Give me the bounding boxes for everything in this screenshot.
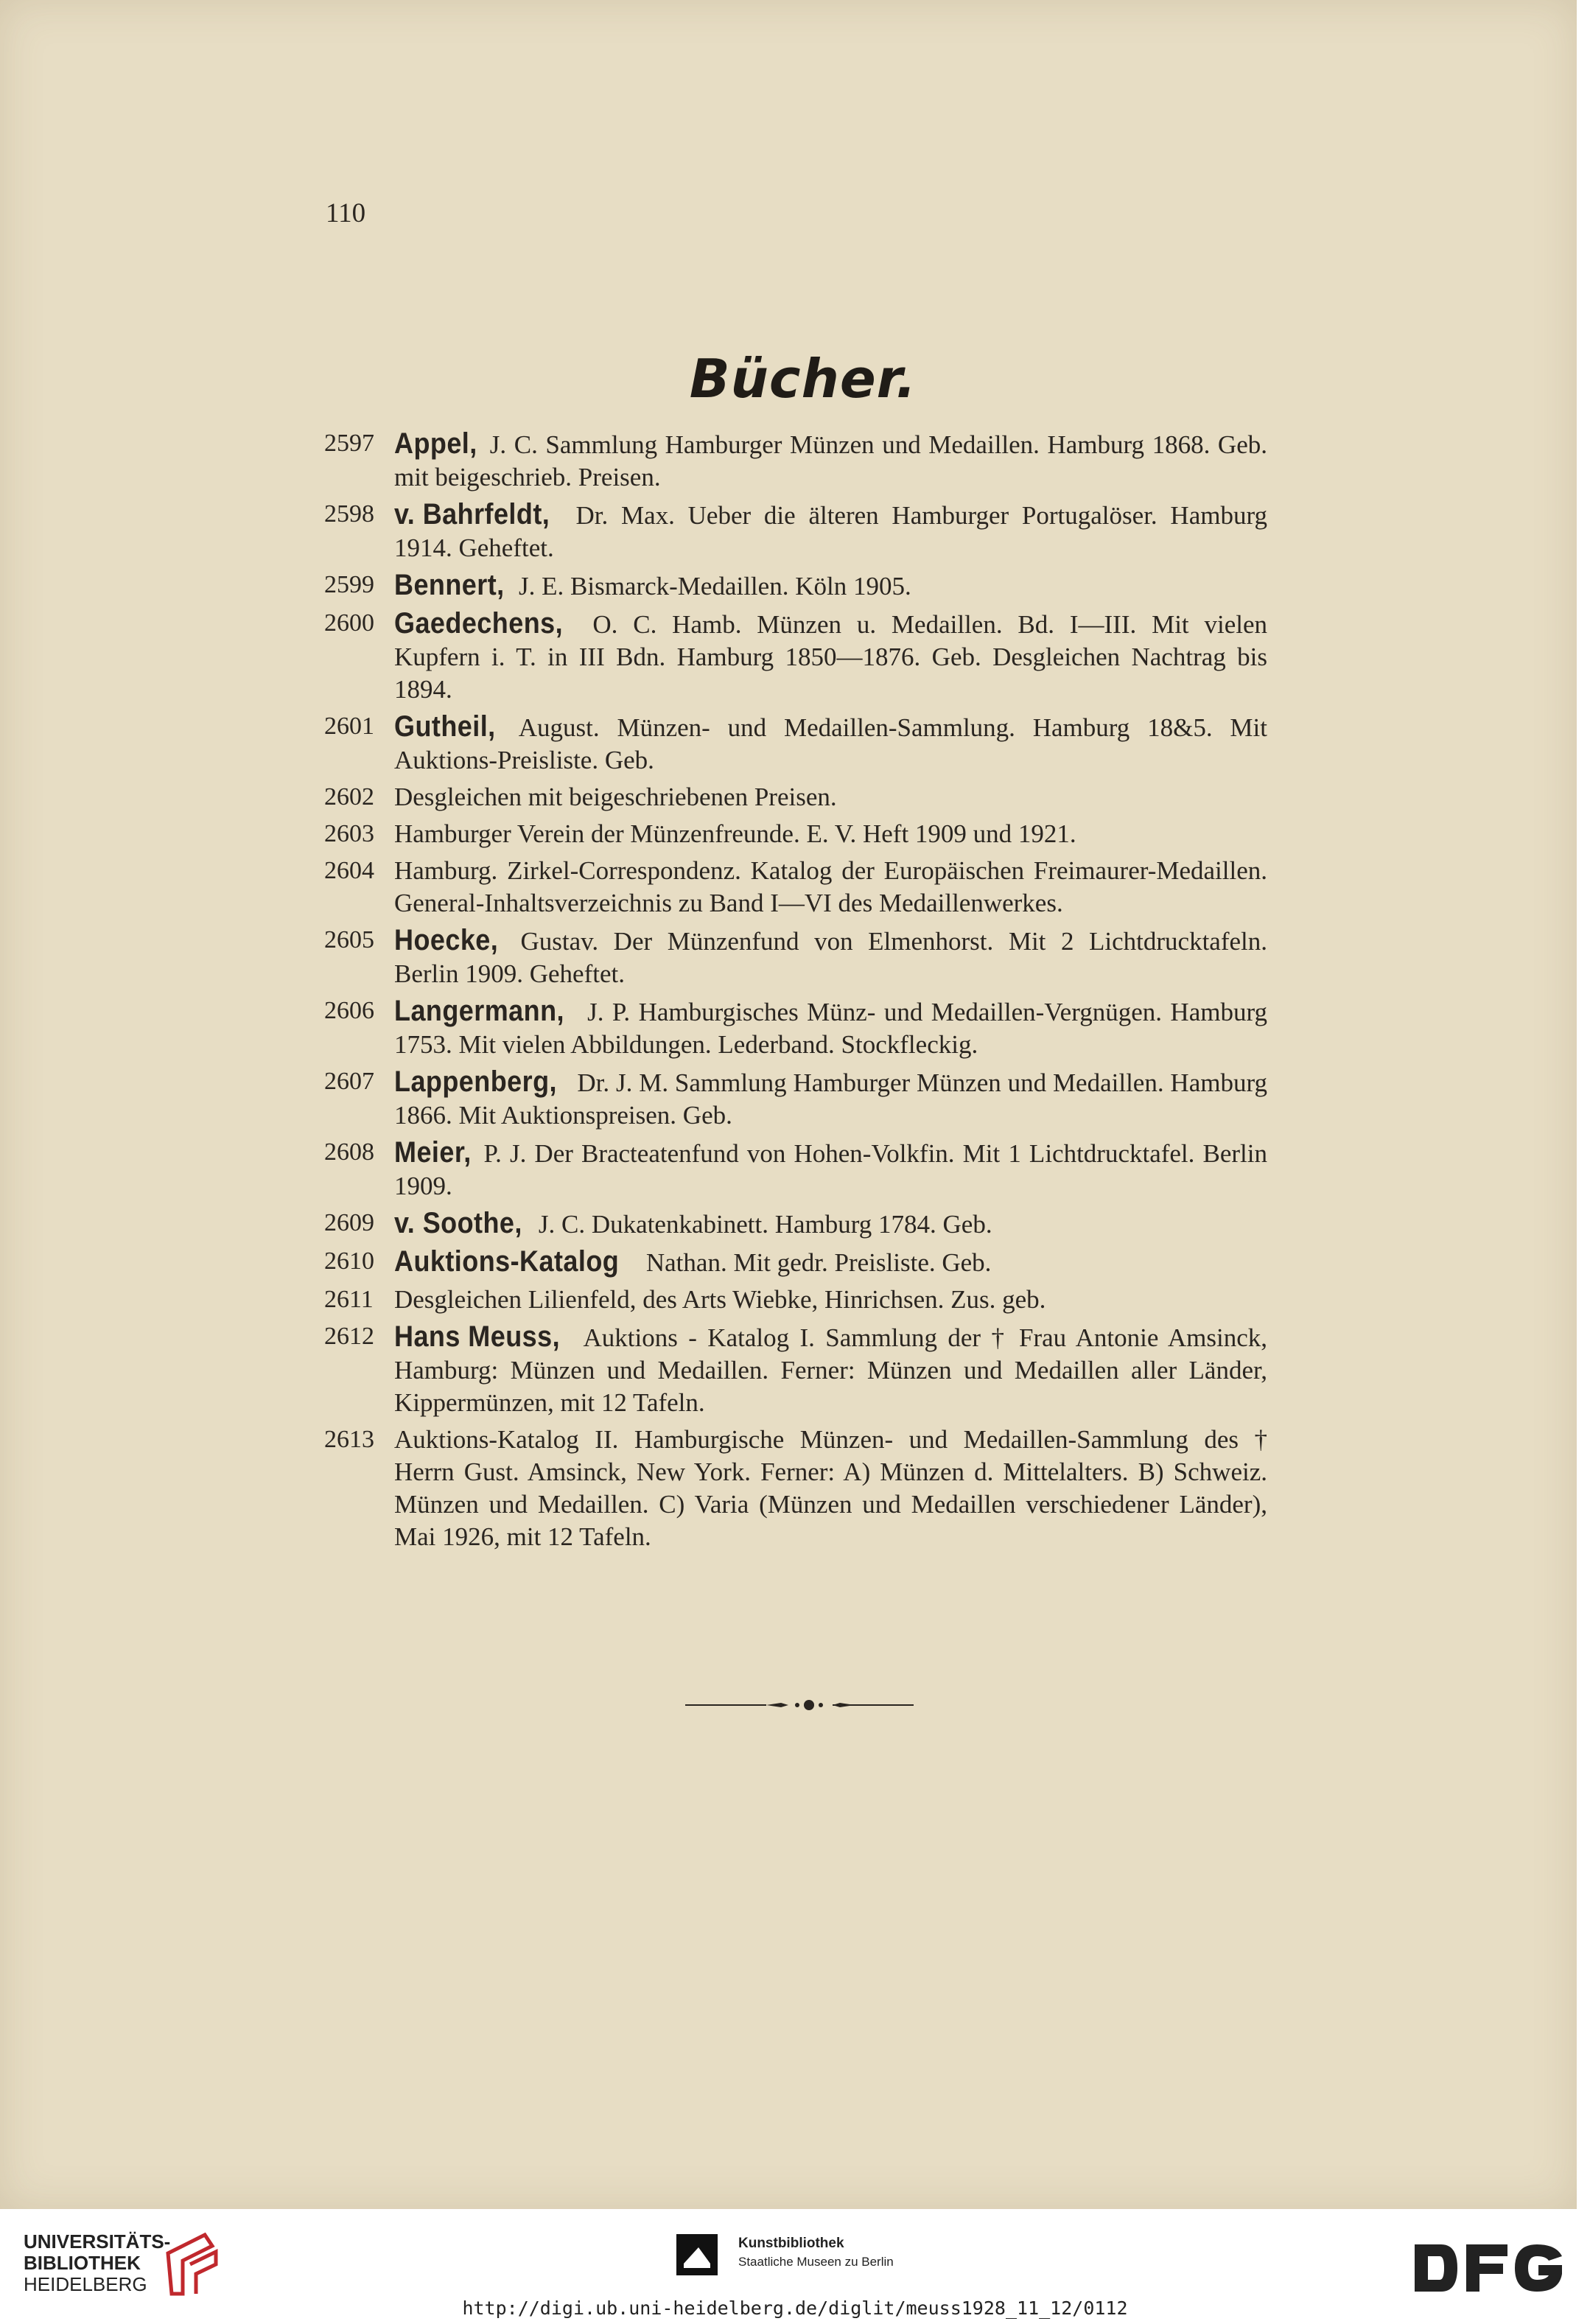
entry-description: Hamburger Verein der Münzenfreunde. E. V. Heft 1909 und 1921. (394, 819, 1076, 848)
ornament-divider (685, 1698, 914, 1712)
entry-description: August. Münzen- und Medaillen-Sammlung. Hamburg 18&5. Mit Auktions-Preisliste. Geb. (394, 713, 1267, 774)
entry-description: J. E. Bismarck-Medaillen. Köln 1905. (512, 572, 911, 601)
entry-author: Meier, (394, 1136, 472, 1169)
entry-author: Langermann, (394, 995, 564, 1027)
catalog-entry (324, 569, 1267, 603)
catalog-entry (324, 1424, 1267, 1553)
entry-author: Bennert, (394, 569, 505, 601)
kb-subtitle: Staatliche Museen zu Berlin (738, 2255, 894, 2269)
entry-author: Hans Meuss, (394, 1320, 561, 1353)
catalog-entry (324, 427, 1267, 494)
catalog-entry (324, 1207, 1267, 1241)
entry-description: Dr. J. M. Sammlung Hamburger Münzen und Medaillen. Hamburg 1866. Mit Auktionspreisen. Geb. (394, 1068, 1267, 1130)
entry-number: 2605 (324, 926, 374, 953)
university-library-logo: UNIVERSITÄTS- BIBLIOTHEK HEIDELBERG (24, 2230, 171, 2295)
entry-description: O. C. Hamb. Münzen u. Medaillen. Bd. I—III. Mit vielen Kupfern i. T. in III Bdn. Hamburg 1850—1876. Geb. Desgleichen Nachtrag bis 1894. (394, 610, 1267, 704)
entry-author: Auktions-Katalog (394, 1245, 620, 1278)
entry-description: Gustav. Der Münzenfund von Elmenhorst. Mit 2 Lichtdrucktafeln. Berlin 1909. Geheftet. (394, 927, 1267, 988)
page-number: 110 (326, 198, 366, 228)
entry-number: 2608 (324, 1138, 374, 1166)
entry-number: 2612 (324, 1323, 374, 1350)
kunstbibliothek-mark-icon (676, 2234, 718, 2275)
entry-author: Lappenberg, (394, 1065, 557, 1098)
entry-number: 2604 (324, 857, 374, 884)
entry-number: 2598 (324, 500, 374, 528)
source-url[interactable]: http://digi.ub.uni-heidelberg.de/diglit/meuss1928_11_12/0112 (462, 2297, 1128, 2319)
catalog-entry (324, 1284, 1267, 1316)
kb-name: Kunstbibliothek (738, 2236, 844, 2251)
entry-number: 2603 (324, 820, 374, 847)
entry-number: 2602 (324, 783, 374, 811)
dfg-logo (1412, 2241, 1566, 2295)
entry-description: Desgleichen Lilienfeld, des Arts Wiebke, Hinrichsen. Zus. geb. (394, 1285, 1046, 1314)
catalog-entry (324, 498, 1267, 564)
catalog-entry (324, 1320, 1267, 1419)
entry-description: Auktions - Katalog I. Sammlung der † Frau Antonie Amsinck, Hamburg: Münzen und Medaillen. Ferner: Münzen und Medaillen aller Länder, Kippermünzen, mit 12 Tafeln. (394, 1323, 1267, 1417)
catalog-entry (324, 710, 1267, 777)
footer-bar (0, 2209, 1590, 2324)
catalog-entry (324, 924, 1267, 990)
entry-description: J. P. Hamburgisches Münz- und Medaillen-Vergnügen. Hamburg 1753. Mit vielen Abbildungen. Lederband. Stockfleckig. (394, 998, 1267, 1059)
entry-description: J. C. Dukatenkabinett. Hamburg 1784. Geb. (532, 1210, 992, 1239)
entry-description: Dr. Max. Ueber die älteren Hamburger Portugalöser. Hamburg 1914. Geheftet. (394, 501, 1267, 562)
kunstbibliothek-logo (676, 2231, 986, 2283)
entry-number: 2607 (324, 1068, 374, 1095)
catalog-entry (324, 1136, 1267, 1203)
entry-number: 2601 (324, 713, 374, 740)
entry-number: 2599 (324, 571, 374, 598)
entry-description: Hamburg. Zirkel-Correspondenz. Katalog der Europäischen Freimaurer-Medaillen. General-Inhaltsverzeichnis zu Band I—VI des Medaillenwerkes. (394, 856, 1267, 917)
entry-author: Appel, (394, 427, 477, 460)
catalog-entries (324, 427, 1267, 1558)
entry-author: v. Bahrfeldt, (394, 498, 550, 531)
section-title: Bücher. (689, 348, 917, 410)
entry-number: 2606 (324, 997, 374, 1024)
catalog-entry (324, 855, 1267, 920)
entry-number: 2600 (324, 609, 374, 637)
entry-number: 2609 (324, 1209, 374, 1236)
entry-number: 2610 (324, 1247, 374, 1275)
catalog-entry (324, 607, 1267, 706)
entry-description: J. C. Sammlung Hamburger Münzen und Medaillen. Hamburg 1868. Geb. mit beigeschrieb. Preisen. (394, 430, 1267, 491)
catalog-entry (324, 818, 1267, 850)
entry-author: v. Soothe, (394, 1207, 522, 1239)
entry-number: 2597 (324, 430, 374, 457)
entry-author: Hoecke, (394, 924, 499, 956)
entry-number: 2611 (324, 1286, 374, 1313)
catalog-entry (324, 1245, 1267, 1279)
entry-author: Gutheil, (394, 710, 496, 743)
entry-author: Gaedechens, (394, 607, 564, 640)
entry-number: 2613 (324, 1426, 374, 1453)
catalog-entry (324, 995, 1267, 1061)
catalog-entry (324, 1065, 1267, 1132)
entry-description: Auktions-Katalog II. Hamburgische Münzen- und Medaillen-Sammlung des † Herrn Gust. Amsinck, New York. Ferner: A) Münzen d. Mittelalters. B) Schweiz. Münzen und Medaillen. C) Varia (Münzen und Medaillen verschiedener Länder), Mai 1926, mit 12 Tafeln. (394, 1425, 1267, 1551)
entry-description: Desgleichen mit beigeschriebenen Preisen. (394, 783, 837, 811)
entry-description: Nathan. Mit gedr. Preisliste. Geb. (640, 1248, 992, 1277)
catalog-entry (324, 781, 1267, 813)
library-mark-icon (161, 2231, 220, 2297)
entry-description: P. J. Der Bracteatenfund von Hohen-Volkfin. Mit 1 Lichtdrucktafel. Berlin 1909. (394, 1139, 1267, 1200)
